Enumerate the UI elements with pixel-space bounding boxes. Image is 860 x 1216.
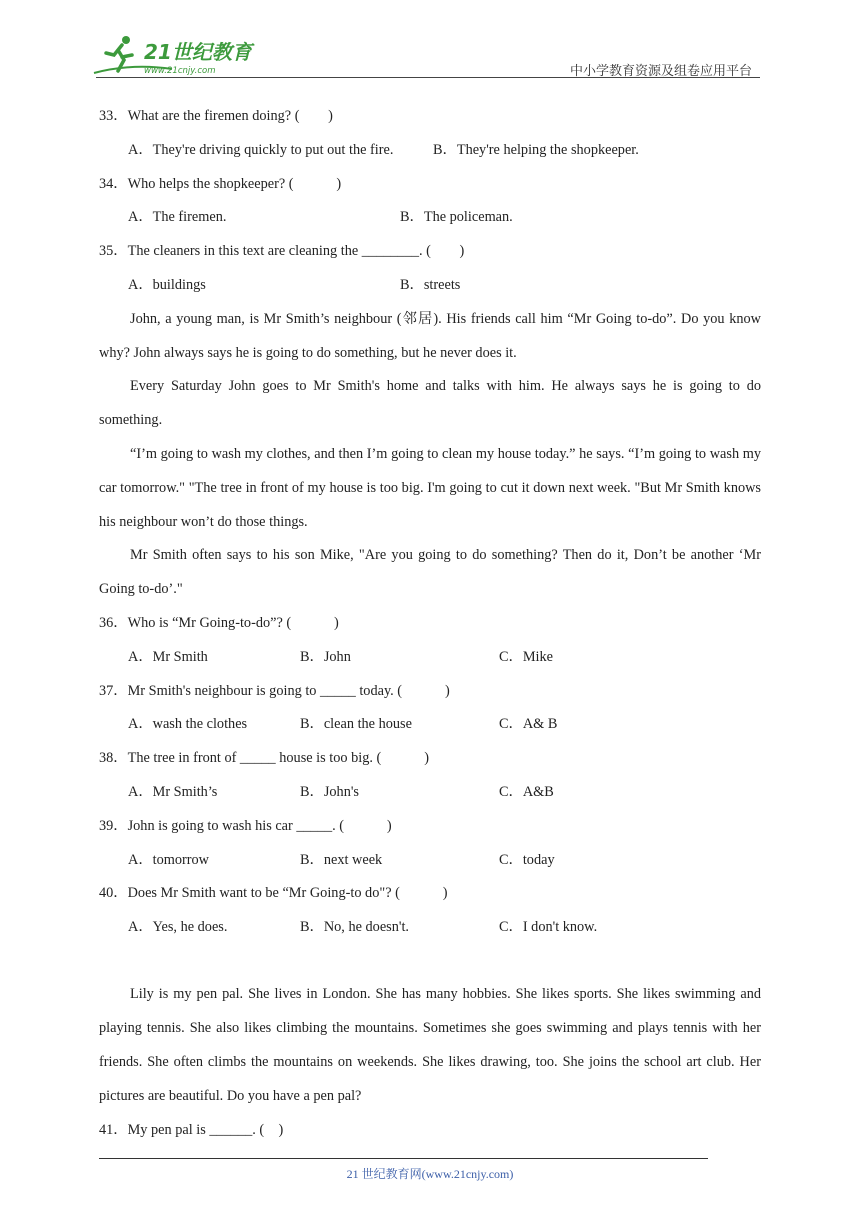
question-34: 34．Who helps the shopkeeper? ( ) <box>99 176 342 192</box>
question-41: 41．My pen pal is ______. ( ) <box>99 1122 284 1138</box>
passage-paragraph: John, a young man, is Mr Smith’s neighbour (邻居). His friends call him “Mr Going to-do”. Do you know why? John always says he is going to do something, but he never does it. <box>99 311 761 361</box>
passage-paragraph: Mr Smith often says to his son Mike, "Are you going to do something? Then do it, Don’t be another ‘Mr Going to-do’." <box>99 547 761 597</box>
q39-option-c: C．today <box>499 852 555 868</box>
footer-divider <box>99 1158 708 1159</box>
q39-option-b: B．next week <box>300 852 383 868</box>
q38-option-a: A．Mr Smith’s <box>128 784 218 800</box>
q39-option-a: A．tomorrow <box>128 852 210 868</box>
logo-title: 21世纪教育 <box>144 40 252 64</box>
question-36: 36．Who is “Mr Going-to-do”? ( ) <box>99 615 339 631</box>
q37-option-b: B．clean the house <box>300 716 412 732</box>
passage-paragraph: Lily is my pen pal. She lives in London. She has many hobbies. She likes sports. She likes swimming and playing tennis. She also likes climbing the mountains. Sometimes she goes swimming and plays tennis with her friends. She often climbs the mountains on weekends. She likes drawing, too. She joins the school art club. Her pictures are beautiful. Do you have a pen pal? <box>99 986 761 1104</box>
q37-option-c: C．A& B <box>499 716 558 732</box>
q38-option-b: B．John's <box>300 784 359 800</box>
q34-option-a: A．The firemen. <box>128 209 227 225</box>
page-header <box>0 0 860 80</box>
question-40: 40．Does Mr Smith want to be “Mr Going-to do"? ( ) <box>99 885 448 901</box>
q34-option-b: B．The policeman. <box>400 209 513 225</box>
passage-paragraph: “I’m going to wash my clothes, and then I’m going to clean my house today.” he says. “I’m going to wash my car tomorrow." "The tree in front of my house is too big. I'm going to cut it down next week. "But Mr Smith knows his neighbour won’t do those things. <box>99 446 761 530</box>
site-name: 中小学教育资源及组卷应用平台 <box>570 64 753 79</box>
q33-option-b: B．They're helping the shopkeeper. <box>433 142 639 158</box>
q38-option-c: C．A&B <box>499 784 554 800</box>
question-35: 35．The cleaners in this text are cleaning the ________. ( ) <box>99 243 465 259</box>
q35-option-a: A．buildings <box>128 277 206 293</box>
question-38: 38．The tree in front of _____ house is too big. ( ) <box>99 750 429 766</box>
q36-option-c: C．Mike <box>499 649 554 665</box>
page-footer: 21 世纪教育网(www.21cnjy.com) <box>346 1167 514 1181</box>
passage-paragraph: Every Saturday John goes to Mr Smith's home and talks with him. He always says he is going to do something. <box>99 378 761 428</box>
q37-option-a: A．wash the clothes <box>128 716 248 732</box>
header-divider <box>96 77 760 78</box>
q40-option-a: A．Yes, he does. <box>128 919 228 935</box>
q35-option-b: B．streets <box>400 277 461 293</box>
q36-option-a: A．Mr Smith <box>128 649 208 665</box>
q33-option-a: A．They're driving quickly to put out the fire. <box>128 142 394 158</box>
q40-option-b: B．No, he doesn't. <box>300 919 409 935</box>
question-33: 33．What are the firemen doing? ( ) <box>99 108 333 124</box>
logo-url: www.21cnjy.com <box>144 66 216 76</box>
question-39: 39．John is going to wash his car _____. ( ) <box>99 818 392 834</box>
q40-option-c: C．I don't know. <box>499 919 598 935</box>
q36-option-b: B．John <box>300 649 351 665</box>
site-logo <box>92 33 262 77</box>
question-37: 37．Mr Smith's neighbour is going to _____ today. ( ) <box>99 683 450 699</box>
